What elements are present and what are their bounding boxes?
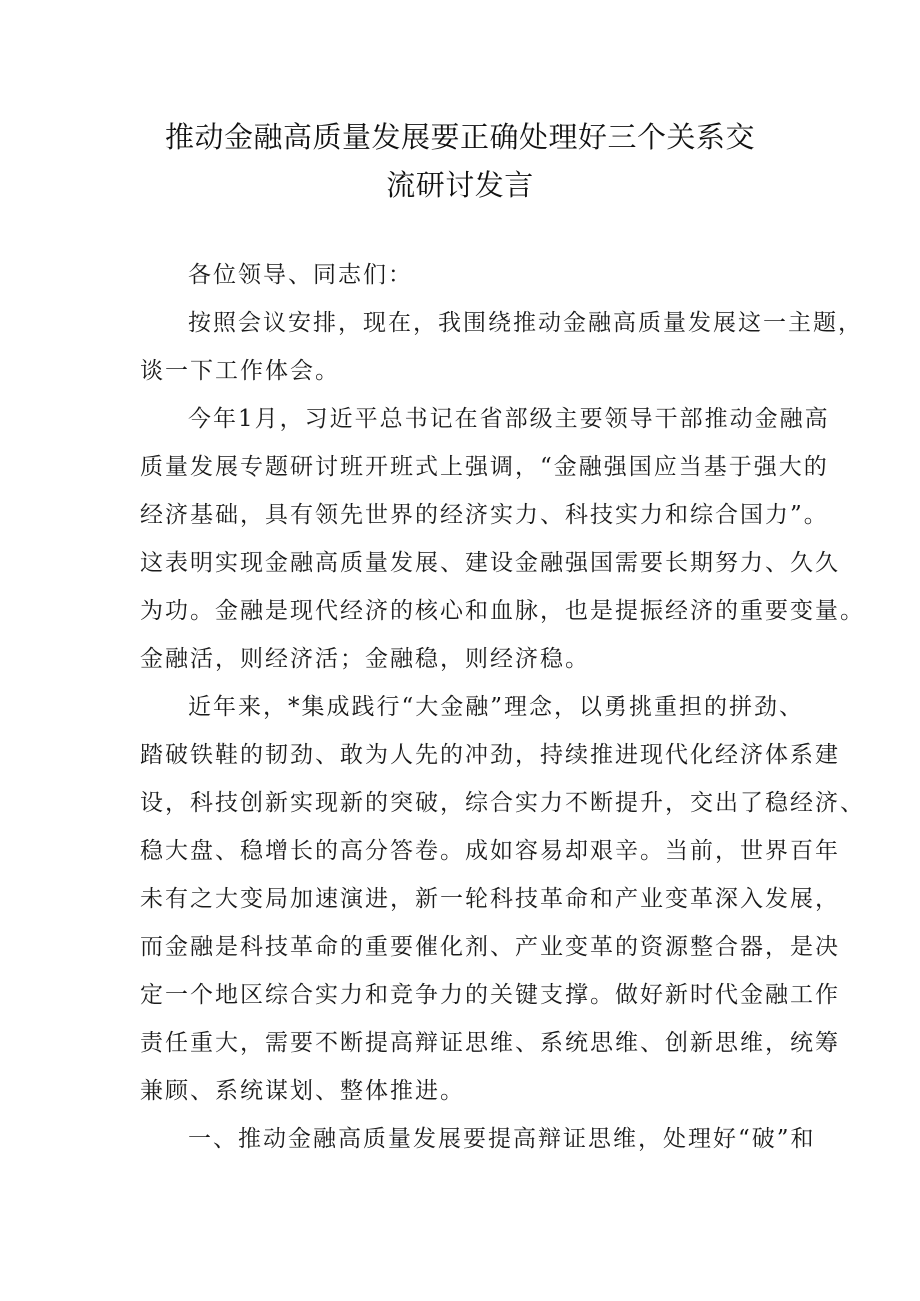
document-body <box>140 251 865 1163</box>
paragraph-line: 设，科技创新实现新的突破，综合实力不断提升，交出了稳经济、 <box>140 790 865 816</box>
paragraph-line: 这表明实现金融高质量发展、建设金融强国需要长期努力、久久 <box>140 550 840 576</box>
document-title-line-2: 流研讨发言 <box>386 168 534 202</box>
paragraph-line: 稳大盘、稳增长的高分答卷。成如容易却艰辛。当前，世界百年 <box>140 838 840 864</box>
paragraph-2 <box>140 395 865 683</box>
paragraph-line: 经济基础，具有领先世界的经济实力、科技实力和综合国力”。 <box>140 502 829 528</box>
paragraph-line: 未有之大变局加速演进，新一轮科技革命和产业变革深入发展， <box>140 886 840 912</box>
paragraph-line: 责任重大，需要不断提高辩证思维、系统思维、创新思维，统筹 <box>140 1030 840 1056</box>
paragraph-line: 近年来，*集成践行“大金融”理念，以勇挑重担的拼劲、 <box>188 694 805 720</box>
paragraph-line: 按照会议安排，现在，我围绕推动金融高质量发展这一主题， <box>188 310 863 336</box>
paragraph-line: 兼顾、系统谋划、整体推进。 <box>140 1078 465 1104</box>
paragraph-1 <box>140 299 863 395</box>
document-title-line-1: 推动金融高质量发展要正确处理好三个关系交 <box>164 120 755 154</box>
paragraph-line: 为功。金融是现代经济的核心和血脉，也是提振经济的重要变量。 <box>140 598 865 624</box>
section-heading-1 <box>140 1115 816 1163</box>
paragraph-3 <box>140 683 865 1115</box>
paragraph-line: 踏破铁鞋的韧劲、敢为人先的冲劲，持续推进现代化经济体系建 <box>140 742 840 768</box>
paragraph-line: 而金融是科技革命的重要催化剂、产业变革的资源整合器，是决 <box>140 934 840 960</box>
salutation: 各位领导、同志们： <box>188 262 413 288</box>
paragraph-line: 定一个地区综合实力和竞争力的关键支撑。做好新时代金融工作 <box>140 982 840 1008</box>
paragraph-line: 一、推动金融高质量发展要提高辩证思维，处理好“破”和 <box>188 1126 816 1152</box>
paragraph-line: 今年1月，习近平总书记在省部级主要领导干部推动金融高 <box>188 406 830 432</box>
paragraph-line: 质量发展专题研讨班开班式上强调，“金融强国应当基于强大的 <box>140 454 829 480</box>
paragraph-line: 金融活，则经济活；金融稳，则经济稳。 <box>140 646 590 672</box>
paragraph-line: 谈一下工作体会。 <box>140 358 340 384</box>
